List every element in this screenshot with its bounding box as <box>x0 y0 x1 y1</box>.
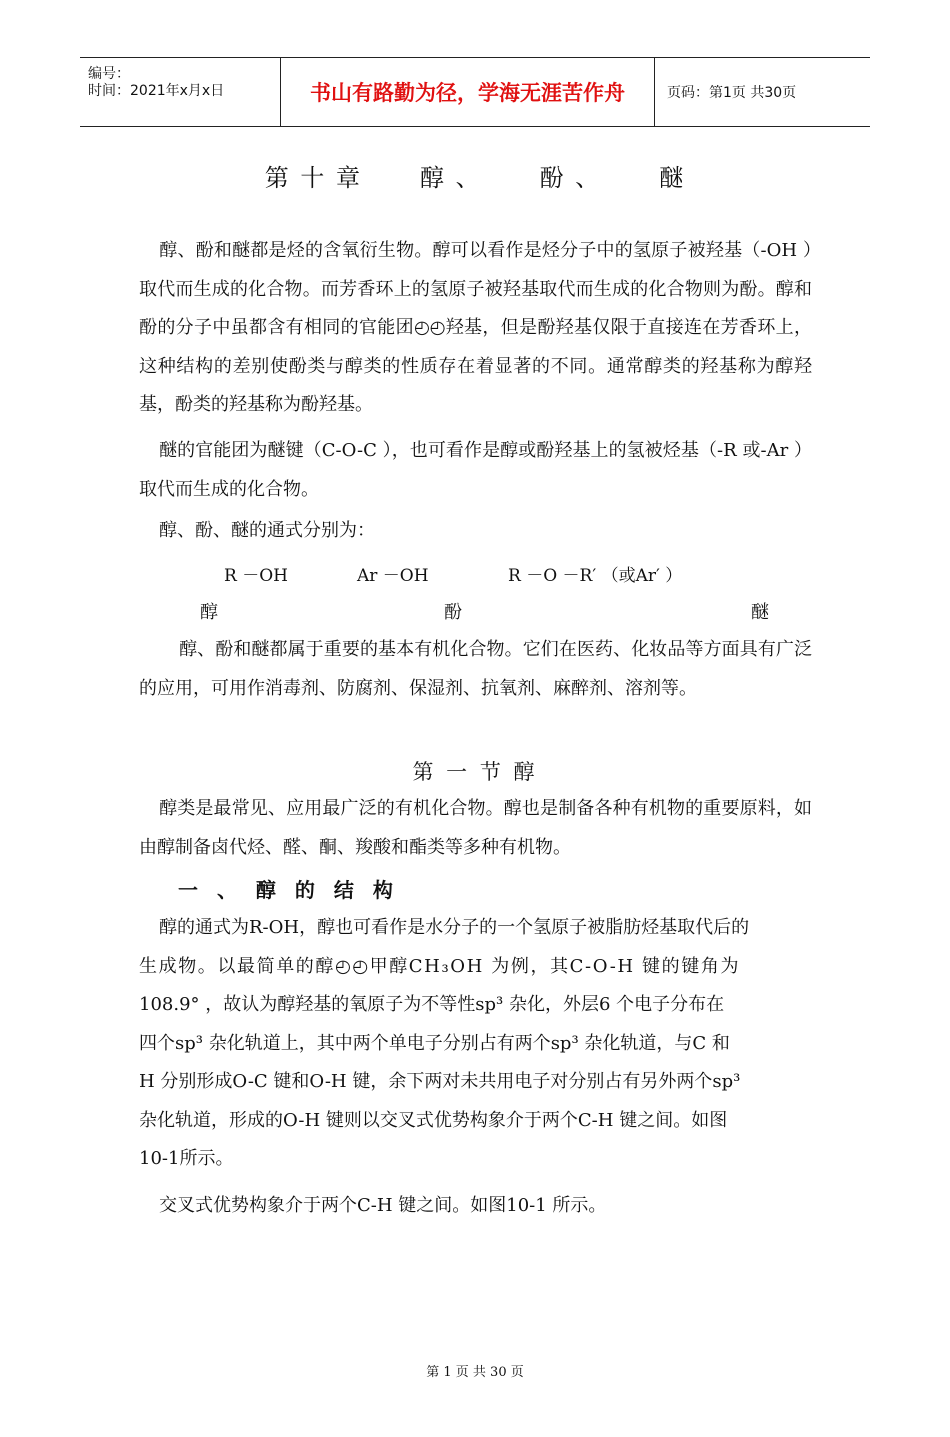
chapter-title-part: 酚 、 <box>539 164 602 192</box>
motto-text: 书山有路勤为径，学海无涯苦作舟 <box>310 81 625 105</box>
formula-label-phenol: 酚 <box>444 602 462 623</box>
intro-paragraph-3: 醇、酚、醚的通式分别为： <box>159 520 375 541</box>
header-meta <box>80 58 281 126</box>
time-label: 时间：2021年x月x日 <box>88 83 225 99</box>
section-paragraph-2 <box>139 909 812 1179</box>
paragraph-line: 10-1所示。 <box>139 1148 234 1169</box>
formula-label-alcohol: 醇 <box>200 602 218 623</box>
section-paragraph-1: 醇类是最常见、应用最广泛的有机化合物。醇也是制备各种有机物的重要原料，如由醇制备卤代烃、醛、酮、羧酸和酯类等多种有机物。 <box>139 798 812 858</box>
page-header <box>80 57 870 127</box>
formula-ether: R －O －R′ （或Ar′ ） <box>508 566 683 586</box>
formula-label-ether: 醚 <box>751 602 769 623</box>
subsection-title: 一 、 醇 的 结 构 <box>178 878 399 902</box>
paragraph-line: 醇的通式为R-OH，醇也可看作是水分子的一个氢原子被脂肪烃基取代后的 <box>159 917 750 938</box>
formula-phenol: Ar －OH <box>357 566 429 586</box>
chapter-title-part: 醚 <box>659 164 686 192</box>
chapter-title-part: 第 十 章 <box>264 164 362 192</box>
page-footer: 第 1 页 共 30 页 <box>426 1365 524 1380</box>
intro-paragraph-1: 醇、酚和醚都是烃的含氧衍生物。醇可以看作是烃分子中的氢原子被羟基（-OH ）取代而生成的化合物。而芳香环上的氢原子被羟基取代而生成的化合物则为酚。醇和酚的分子中虽都含有相同的官能团◴◴羟基，但是酚羟基仅限于直接连在芳香环上，这种结构的差别使酚类与醇类的性质存在着显著的不同。通常醇类的羟基称为醇羟基，酚类的羟基称为酚羟基。 <box>139 240 812 415</box>
paragraph-line: 108.9° ，故认为醇羟基的氧原子为不等性sp³ 杂化，外层6 个电子分布在 <box>139 994 725 1015</box>
intro-paragraph-4: 醇、酚和醚都属于重要的基本有机化合物。它们在医药、化妆品等方面具有广泛的应用，可用作消毒剂、防腐剂、保湿剂、抗氧剂、麻醉剂、溶剂等。 <box>139 639 812 699</box>
chapter-title <box>0 158 950 193</box>
intro-paragraph-2: 醚的官能团为醚键（C-O-C ），也可看作是醇或酚羟基上的氢被烃基（-R 或-Ar ）取代而生成的化合物。 <box>139 440 812 500</box>
section-paragraph-3: 交叉式优势构象介于两个C-H 键之间。如图10-1 所示。 <box>159 1195 607 1216</box>
section-title: 第 一 节 醇 <box>412 760 538 784</box>
header-motto <box>281 58 655 126</box>
formula-alcohol: R －OH <box>224 566 288 586</box>
chapter-title-part: 醇 、 <box>419 164 482 192</box>
header-page-info: 页码：第1页 共30页 <box>667 85 797 101</box>
paragraph-line: 四个sp³ 杂化轨道上，其中两个单电子分别占有两个sp³ 杂化轨道，与C 和 <box>139 1032 730 1054</box>
paragraph-line: 生成物。以最简单的醇◴◴甲醇CH₃OH 为例，其C-O-H 键的键角为 <box>139 955 741 977</box>
paragraph-line: 杂化轨道，形成的O-H 键则以交叉式优势构象介于两个C-H 键之间。如图 <box>139 1109 728 1131</box>
number-label: 编号： <box>88 66 130 82</box>
paragraph-line: H 分别形成O-C 键和O-H 键，余下两对未共用电子对分别占有另外两个sp³ <box>139 1071 741 1092</box>
